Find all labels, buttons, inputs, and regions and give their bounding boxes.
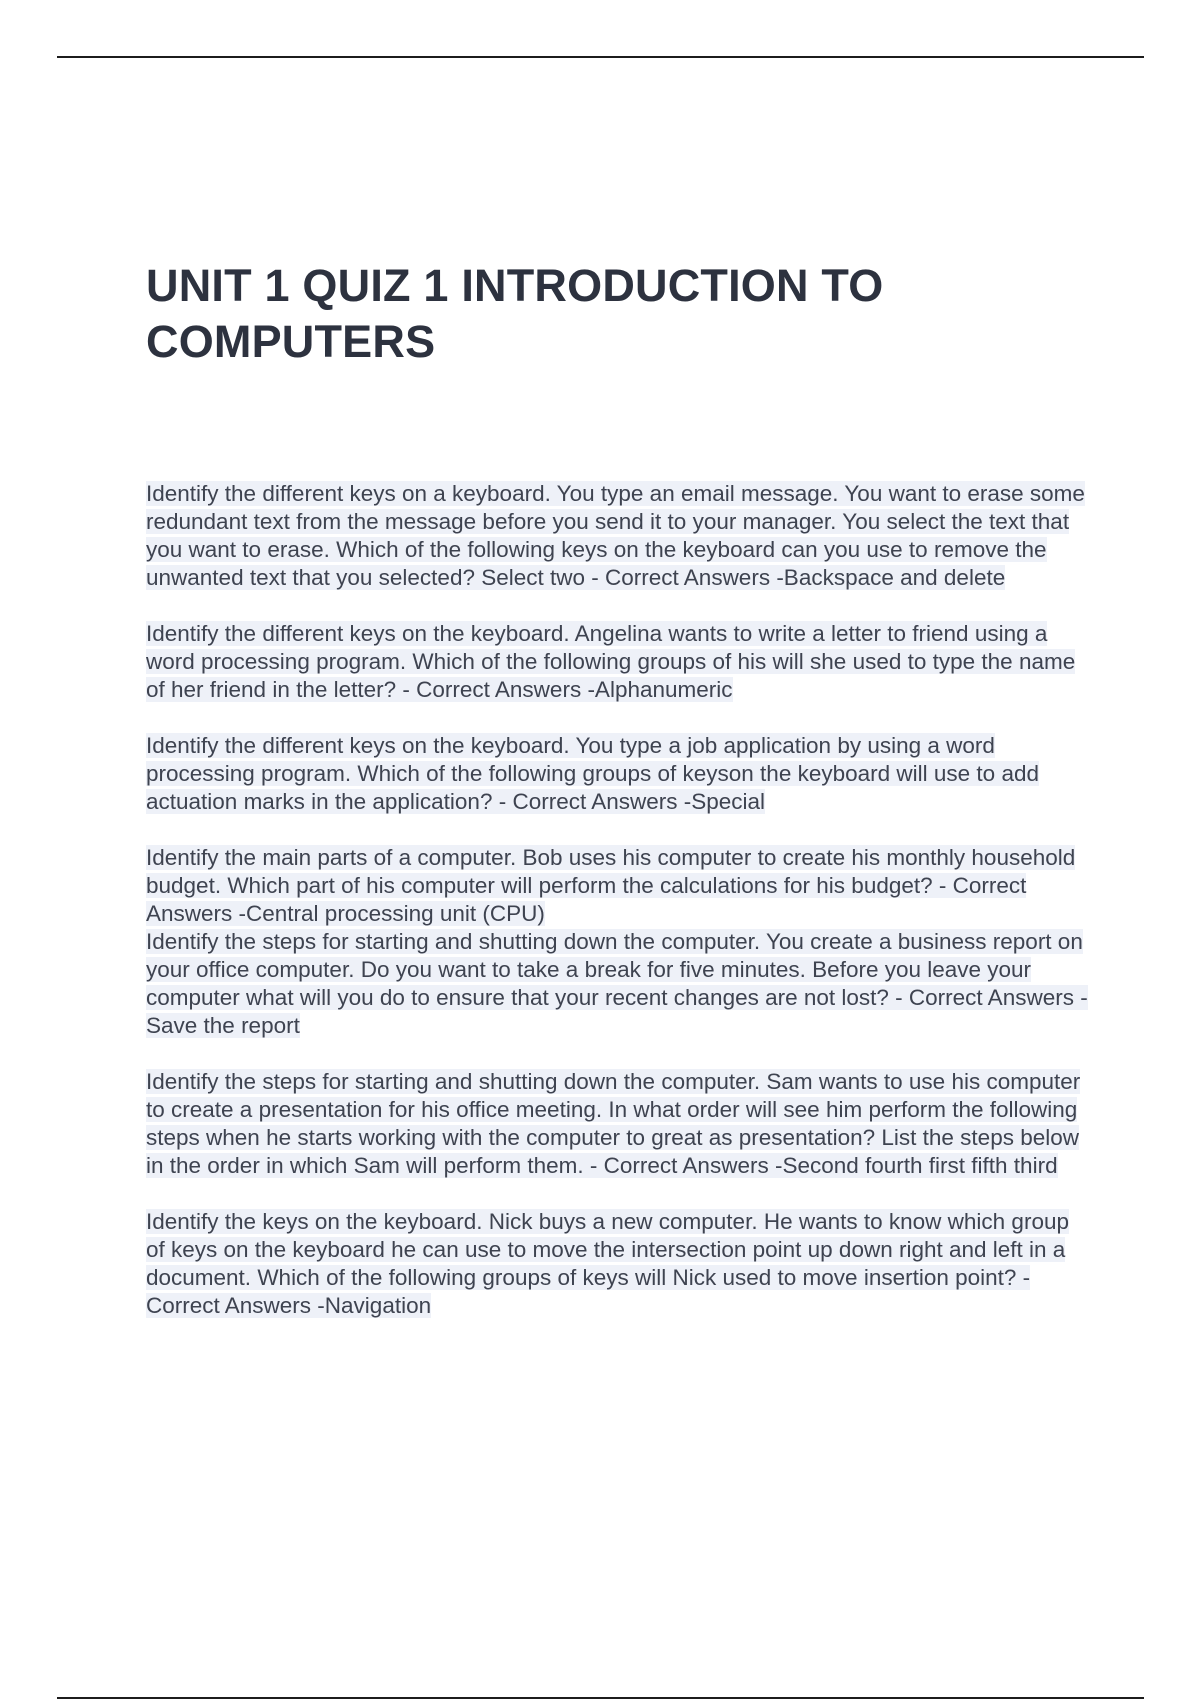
- qa-item-text: Identify the main parts of a computer. Bob uses his computer to create his monthly household budget. Which part of his computer will perform the calculations for his budget? - Correct Answers -Central processing unit (CPU): [146, 845, 1076, 926]
- qa-item-text: Identify the steps for starting and shutting down the computer. You create a business report on your office computer. Do you want to take a break for five minutes. Before you leave your computer what will you do to ensure that your recent changes are not lost? - Correct Answers -Save the report: [146, 929, 1088, 1038]
- qa-item: [146, 620, 1090, 704]
- qa-item-text: Identify the different keys on a keyboard. You type an email message. You want to erase some redundant text from the message before you send it to your manager. You select the text that you want to erase. Which of the following keys on the keyboard can you use to remove the unwanted text that you selected? Select two - Correct Answers -Backspace and delete: [146, 481, 1085, 590]
- qa-item-text: Identify the steps for starting and shutting down the computer. Sam wants to use his computer to create a presentation for his office meeting. In what order will see him perform the following steps when he starts working with the computer to great as presentation? List the steps below in the order in which Sam will perform them. - Correct Answers -Second fourth first fifth third: [146, 1069, 1081, 1178]
- top-rule: [57, 56, 1144, 58]
- qa-item: [146, 732, 1090, 816]
- qa-item: [146, 1068, 1090, 1180]
- document-title: UNIT 1 QUIZ 1 INTRODUCTION TO COMPUTERS: [146, 260, 884, 367]
- qa-list: [146, 480, 1090, 1320]
- qa-item: [146, 928, 1090, 1040]
- qa-item-text: Identify the different keys on the keyboard. Angelina wants to write a letter to friend using a word processing program. Which of the following groups of his will she used to type the name of her friend in the letter? - Correct Answers -Alphanumeric: [146, 621, 1076, 702]
- qa-item: [146, 844, 1090, 928]
- bottom-rule: [57, 1697, 1144, 1699]
- document-body: [146, 258, 1090, 1348]
- qa-item: [146, 1208, 1090, 1320]
- qa-item: [146, 480, 1090, 592]
- qa-item-text: Identify the keys on the keyboard. Nick buys a new computer. He wants to know which group of keys on the keyboard he can use to move the intersection point up down right and left in a document. Which of the following groups of keys will Nick used to move insertion point? - Correct Answers -Navigation: [146, 1209, 1069, 1318]
- qa-item-text: Identify the different keys on the keyboard. You type a job application by using a word processing program. Which of the following groups of keyson the keyboard will use to add actuation marks in the application? - Correct Answers -Special: [146, 733, 1039, 814]
